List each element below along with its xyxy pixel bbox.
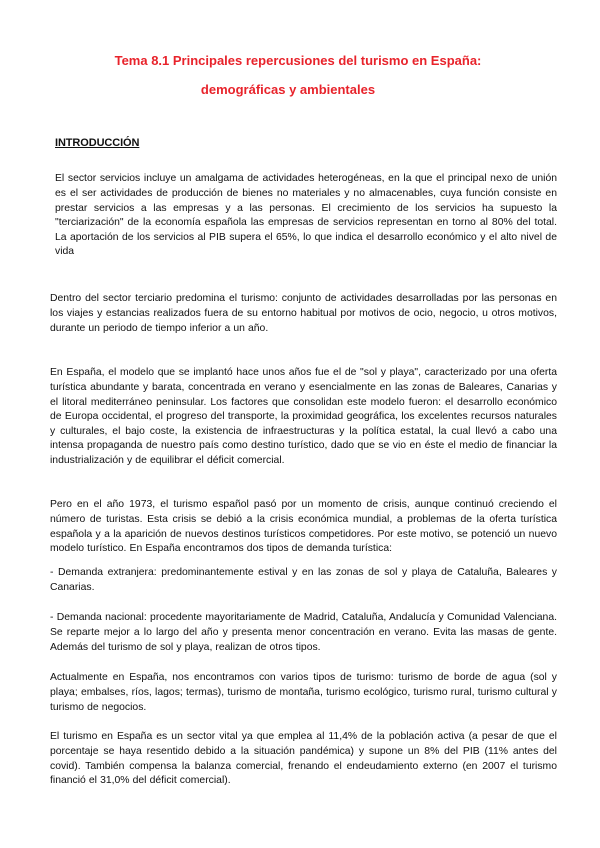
paragraph-turismo-espana: El turismo en España es un sector vital ya que emplea al 11,4% de la población activa (a pesar de que el porcentaje se haya resentido debido a la situación pandémica) y supone un 8% del PIB (11% antes del covid). También compensa la balanza comercial, frenando el endeudamiento externo (en 2007 el turismo financió el 31,0% del déficit comercial). <box>50 731 557 787</box>
document-title-line-1: Tema 8.1 Principales repercusiones del turismo en España: <box>114 53 482 68</box>
paragraph-demanda-extranjera: - Demanda extranjera: predominantemente estival y en las zonas de sol y playa de Cataluña, Baleares y Canarias. <box>50 567 557 593</box>
paragraph-pero: Pero en el año 1973, el turismo español pasó por un momento de crisis, aunque continuó creciendo el número de turistas. Esta crisis se debió a la crisis económica mundial, a problemas de la oferta turística española y a la aparición de nuevos destinos turísticos competidores. Por este motivo, se potenció un nuevo modelo turístico. En España encontramos dos tipos de demanda turística: <box>50 499 557 555</box>
section-heading-introduccion: INTRODUCCIÓN <box>55 137 140 149</box>
document-title-line-2: demográficas y ambientales <box>200 82 376 97</box>
paragraph-actualmente: Actualmente en España, nos encontramos con varios tipos de turismo: turismo de borde de agua (sol y playa; embalses, ríos, lagos; termas), turismo de montaña, turismo ecológico, turismo rural, turismo cultural y turismo de negocios. <box>50 672 557 713</box>
paragraph-demanda-nacional: - Demanda nacional: procedente mayoritariamente de Madrid, Cataluña, Andalucía y Comunidad Valenciana. Se reparte mejor a lo largo del año y presenta menor concentración en verano. Evita las masas de gente. Además del turismo de sol y playa, realizan de otros tipos. <box>50 612 557 653</box>
paragraph-espana: En España, el modelo que se implantó hace unos años fue el de "sol y playa", caracterizado por una oferta turística abundante y barata, concentrada en verano y esencialmente en las zonas de Baleares, Canarias y el litoral mediterráneo peninsular. Los factores que consolidan este modelo fueron: el desarrollo económico de Europa occidental, el progreso del transporte, la proximidad geográfica, los excelentes recursos naturales y culturales, el bajo coste, la existencia de infraestructuras y la política estatal, la cual llevó a cabo una intensa propaganda de nuestro país como destino turístico, dado que se vio en éste el medio de financiar la industrialización y de equilibrar el déficit comercial. <box>50 367 557 466</box>
paragraph-dentro: Dentro del sector terciario predomina el turismo: conjunto de actividades desarrolladas por las personas en los viajes y estancias realizados fuera de su entorno habitual por motivos de ocio, negocio, u otros motivos, durante un periodo de tiempo inferior a un año. <box>50 293 557 334</box>
paragraph-intro: El sector servicios incluye un amalgama de actividades heterogéneas, en la que el principal nexo de unión es el ser actividades de producción de bienes no materiales y no almacenables, cuya función consiste en prestar servicios a las empresas y a las personas. El crecimiento de los servicios ha supuesto la "terciarización" de la economía española las empresas de servicios representan en torno al 80% del total. La aportación de los servicios al PIB supera el 65%, lo que indica el desarrollo económico y el alto nivel de vida <box>55 173 557 258</box>
